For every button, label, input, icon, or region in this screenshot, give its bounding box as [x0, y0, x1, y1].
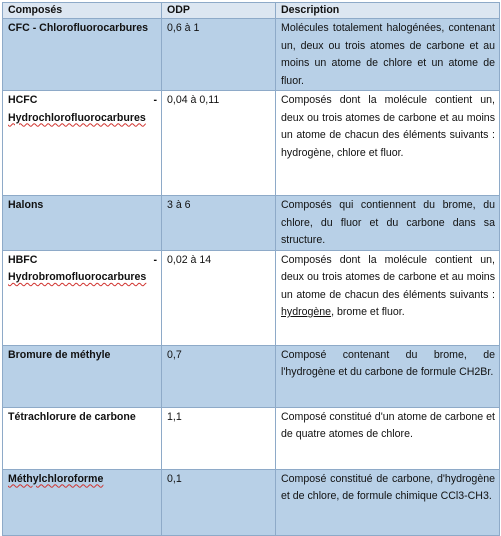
description-start: Composés dont la molécule contient un, deux ou trois atomes de carbone et au moins un atome de chacun des éléments suivants : — [281, 253, 495, 301]
odp-value: 0,02 à 14 — [162, 250, 276, 345]
odp-value: 3 à 6 — [162, 196, 276, 251]
compound-description: Composés qui contiennent du brome, du chlore, du fluor et du carbone dans sa structure. — [276, 196, 500, 251]
header-composes: Composés — [3, 3, 162, 19]
header-description: Description — [276, 3, 500, 19]
compound-name: Tétrachlorure de carbone — [3, 407, 162, 469]
table-row — [3, 345, 500, 407]
table-row — [3, 196, 500, 251]
table-row — [3, 469, 500, 535]
odp-value: 0,7 — [162, 345, 276, 407]
compound-name: CFC - Chlorofluorocarbures — [3, 19, 162, 91]
compound-abbrev: HBFC — [8, 253, 38, 266]
name-dash: - — [153, 253, 157, 266]
description-end: , brome et fluor. — [331, 306, 405, 318]
compound-name: Bromure de méthyle — [3, 345, 162, 407]
compound-fullname: Hydrobromofluorocarbures — [8, 271, 147, 283]
table-row — [3, 250, 500, 345]
ozone-depleting-substances-table — [2, 2, 500, 536]
compound-abbrev: HCFC — [8, 94, 38, 106]
odp-value: 0,04 à 0,11 — [162, 91, 276, 196]
compound-name: Halons — [3, 196, 162, 251]
compound-name — [3, 469, 162, 535]
compound-description: Composé contenant du brome, de l'hydrogène et du carbone de formule CH2Br. — [276, 345, 500, 407]
name-dash: - — [153, 94, 157, 106]
compound-description: Composé constitué d'un atome de carbone et de quatre atomes de chlore. — [276, 407, 500, 469]
odp-value: 0,1 — [162, 469, 276, 535]
table-row — [3, 407, 500, 469]
description-underlined: hydrogène — [281, 306, 332, 318]
odp-value: 0,6 à 1 — [162, 19, 276, 91]
compound-description: Molécules totalement halogénées, contenant un, deux ou trois atomes de carbone et au moins un atome de chlore et un atome de fluor. — [276, 19, 500, 91]
table-row — [3, 91, 500, 196]
compound-name — [3, 91, 162, 196]
header-odp: ODP — [162, 3, 276, 19]
odp-value: 1,1 — [162, 407, 276, 469]
compound-fullname: Méthylchloroforme — [8, 472, 104, 485]
header-row — [3, 3, 500, 19]
compound-description: Composé constitué de carbone, d'hydrogène et de chlore, de formule chimique CCl3-CH3. — [276, 469, 500, 535]
compound-description: Composés dont la molécule contient un, deux ou trois atomes de carbone et au moins un atome de chacun des éléments suivants : hydrogène, chlore et fluor. — [276, 91, 500, 196]
table-row — [3, 19, 500, 91]
compound-name — [3, 250, 162, 345]
compound-description — [276, 250, 500, 345]
compound-fullname: Hydrochlorofluorocarbures — [8, 111, 146, 124]
